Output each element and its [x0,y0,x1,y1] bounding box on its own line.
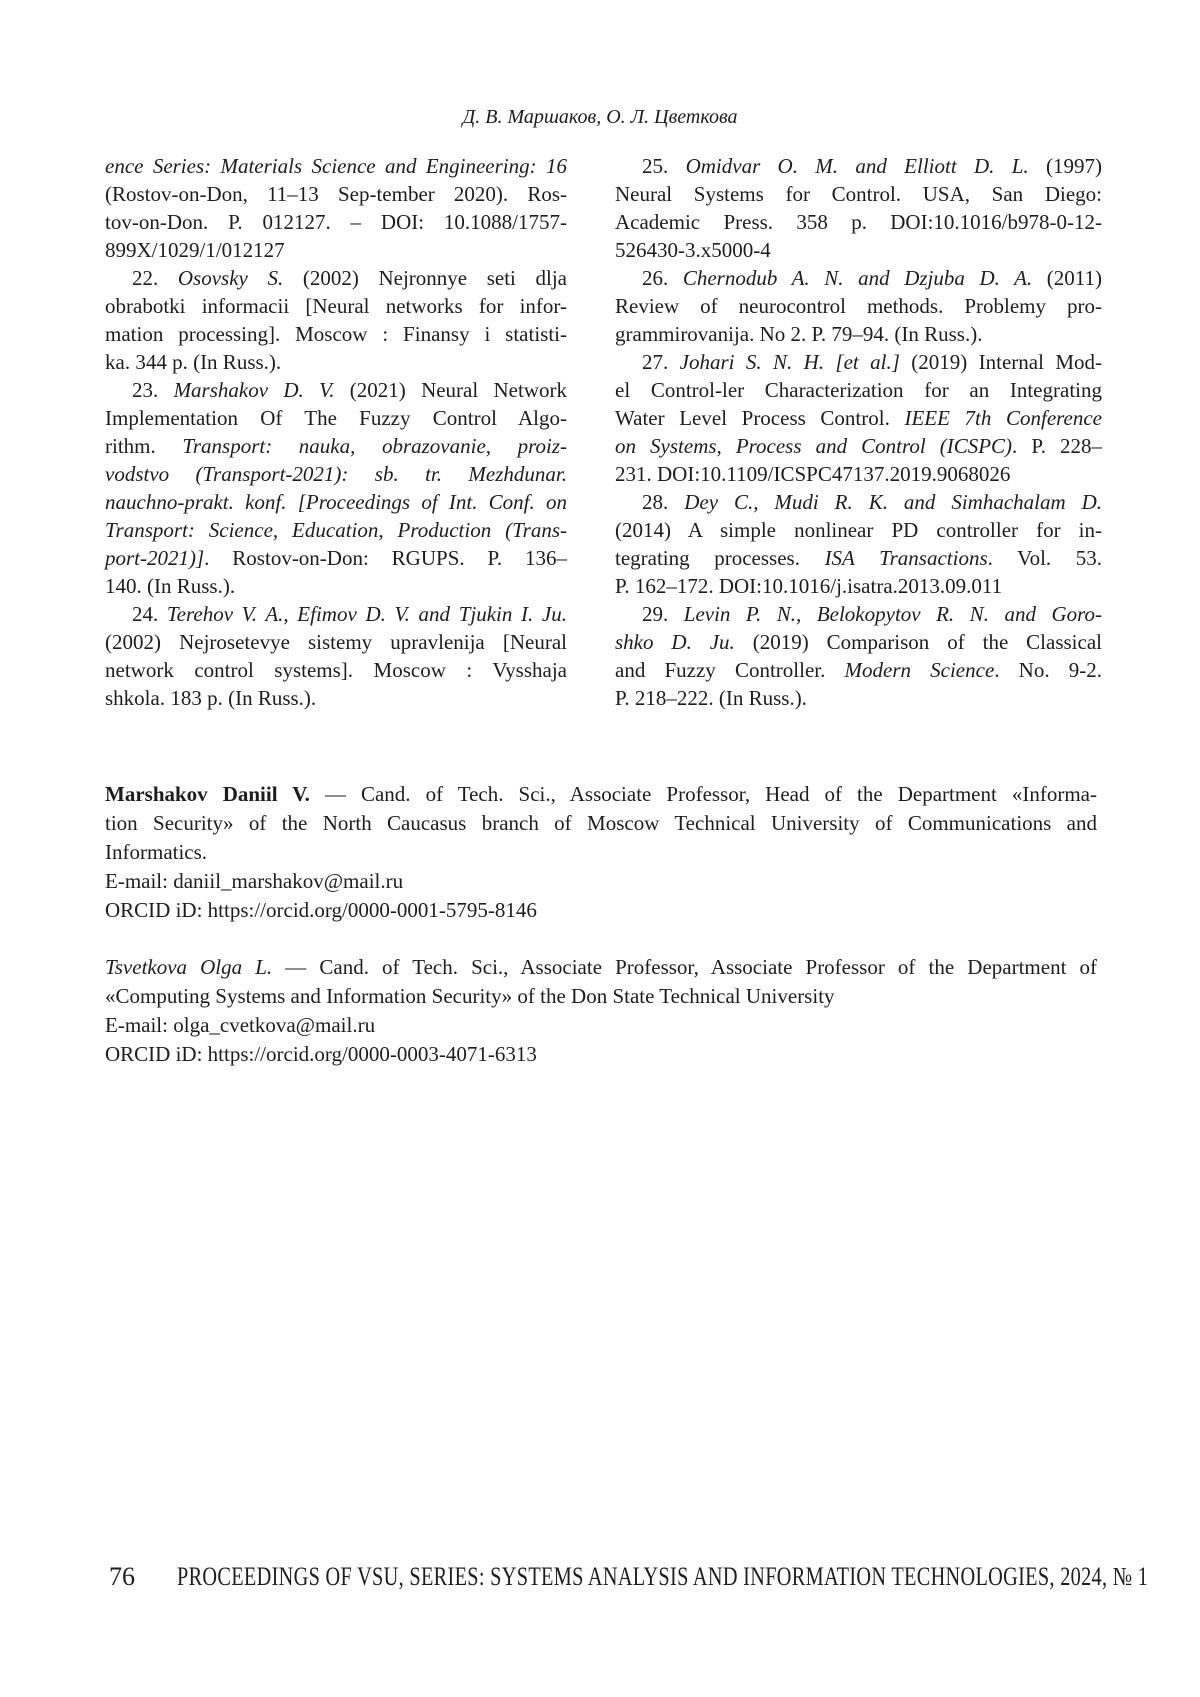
reference-line [615,600,1102,628]
reference-emphasis-text: Modern Science [844,658,995,682]
reference-emphasis-text: ence Series: Materials Science and Engineering: 16 [105,154,567,178]
author-bio-line [105,982,1097,1011]
reference-text: 25. [642,154,686,178]
reference-emphasis-text: port-2021)] [105,546,205,570]
reference-emphasis-text: shko D. Ju. [615,630,735,654]
reference-text: tegrating processes. [615,546,825,570]
reference-text: tov-on-Don. P. 012127. – DOI: 10.1088/1757- [105,210,567,234]
reference-line [105,432,567,460]
footer-journal-title: PROCEEDINGS OF VSU, SERIES: SYSTEMS ANALYSIS AND INFORMATION TECHNOLOGIES, 2024, № 1 [177,1562,1149,1591]
reference-emphasis-text: Transport: nauka, obrazovanie, proiz- [182,434,568,458]
reference-line [105,656,567,684]
reference-text: 23. [132,378,174,402]
reference-line [105,600,567,628]
author-orcid: ORCID iD: https://orcid.org/0000-0001-5795-8146 [105,898,537,922]
reference-line [615,208,1102,236]
reference-text: P. 162–172. DOI:10.1016/j.isatra.2013.09.011 [615,574,1003,598]
reference-line [615,348,1102,376]
reference-text: (2019) Comparison of the Classical [734,630,1102,654]
author-name: Marshakov Daniil V. [105,782,310,806]
author-email: E-mail: daniil_marshakov@mail.ru [105,869,404,893]
references-right-column [615,152,1102,712]
reference-line [615,264,1102,292]
reference-text: 26. [642,266,683,290]
reference-text: (1997) [1028,154,1102,178]
reference-text: 22. [132,266,178,290]
page-footer [105,1562,1149,1594]
reference-line [105,628,567,656]
reference-text: (2002) Nejronnye seti dlja [283,266,567,290]
reference-line [615,488,1102,516]
reference-line [615,544,1102,572]
reference-line [615,404,1102,432]
reference-line [105,516,567,544]
reference-emphasis-text: Transport: Science, Education, Production (Trans- [105,518,567,542]
reference-text: 526430-3.x5000-4 [615,238,771,262]
reference-line [615,460,1102,488]
reference-text: ka. 344 p. (In Russ.). [105,350,282,374]
reference-text: 27. [642,350,680,374]
reference-line [105,572,567,600]
reference-text: network control systems]. Moscow : Vysshaja [105,658,567,682]
reference-line [105,320,567,348]
author-bio-text: tion Security» of the North Caucasus branch of Moscow Technical University of Communications and [105,811,1097,835]
reference-line [105,208,567,236]
reference-text: (Rostov-on-Don, 11–13 Sep-tember 2020). Ros- [105,182,567,206]
reference-text: (2019) Internal Mod- [899,350,1103,374]
reference-line [105,488,567,516]
reference-text: 899X/1029/1/012127 [105,238,285,262]
reference-line [615,572,1102,600]
reference-emphasis-text: Marshakov D. V. [173,378,335,402]
reference-text: rithm. [105,434,183,458]
reference-text: obrabotki informacii [Neural networks for infor- [105,294,567,318]
reference-text: shkola. 183 p. (In Russ.). [105,686,317,710]
reference-emphasis-text: IEEE 7th Conference [904,406,1103,430]
author-bio-line [105,809,1097,838]
reference-emphasis-text: Dey C., Mudi R. K. and Simhachalam D. [684,490,1103,514]
reference-line [615,432,1102,460]
reference-line [615,292,1102,320]
reference-text: Water Level Process Control. [615,406,905,430]
reference-line [105,460,567,488]
reference-text: mation processing]. Moscow : Finansy i statisti- [105,322,567,346]
reference-text: . P. 228– [1012,434,1102,458]
reference-text: . Rostov-on-Don: RGUPS. P. 136– [204,546,567,570]
reference-line [105,404,567,432]
author-bio-block [105,780,1097,925]
reference-text: Academic Press. 358 p. DOI:10.1016/b978-0-12- [615,210,1102,234]
reference-emphasis-text: Terehov V. A., Efimov D. V. and Tjukin I. Ju. [166,602,567,626]
page-number: 76 [109,1562,135,1591]
reference-text: Implementation Of The Fuzzy Control Algo- [105,406,567,430]
author-bio-block [105,953,1097,1069]
running-header: Д. В. Маршаков, О. Л. Цветкова [462,106,738,128]
reference-text: (2011) [1032,266,1102,290]
reference-line [105,264,567,292]
reference-text: el Control-ler Characterization for an Integrating [615,378,1102,402]
reference-line [615,320,1102,348]
author-bio-line [105,838,1097,867]
reference-text: Review of neurocontrol methods. Problemy pro- [615,294,1102,318]
reference-emphasis-text: Johari S. N. H. [et al.] [679,350,900,374]
reference-emphasis-text: Omidvar O. M. and Elliott D. L. [685,154,1029,178]
reference-emphasis-text: vodstvo (Transport-2021): sb. tr. Mezhdunar. [105,462,567,486]
reference-text: Neural Systems for Control. USA, San Diego: [615,182,1102,206]
authors-info-section [105,780,1097,1097]
reference-text: . No. 9-2. [994,658,1102,682]
author-bio-text: — Cand. of Tech. Sci., Associate Professor, Head of the Department «Informa- [309,782,1097,806]
reference-line [105,236,567,264]
reference-line [615,516,1102,544]
reference-emphasis-text: Levin P. N., Belokopytov R. N. and Goro- [683,602,1103,626]
reference-text: grammirovanija. No 2. P. 79–94. (In Russ.). [615,322,983,346]
author-bio-text: — Cand. of Tech. Sci., Associate Professor, Associate Professor of the Department of [272,955,1097,979]
reference-text: 231. DOI:10.1109/ICSPC47137.2019.9068026 [615,462,1011,486]
author-bio-line [105,953,1097,982]
reference-emphasis-text: Chernodub A. N. and Dzjuba D. A. [682,266,1033,290]
reference-line [105,180,567,208]
reference-emphasis-text: on Systems, Process and Control (ICSPC) [615,434,1013,458]
reference-emphasis-text: Osovsky S. [177,266,284,290]
author-bio-text: Informatics. [105,840,208,864]
author-orcid: ORCID iD: https://orcid.org/0000-0003-4071-6313 [105,1042,537,1066]
reference-text: 24. [132,602,167,626]
reference-line [615,152,1102,180]
author-email: E-mail: olga_cvetkova@mail.ru [105,1013,376,1037]
reference-text: . Vol. 53. [987,546,1102,570]
reference-line [615,180,1102,208]
reference-line [615,684,1102,712]
references-left-column [105,152,567,712]
author-bio-line [105,780,1097,809]
reference-text: and Fuzzy Controller. [615,658,845,682]
reference-line [105,152,567,180]
reference-line [615,656,1102,684]
reference-line [105,292,567,320]
reference-line [105,684,567,712]
reference-emphasis-text: nauchno-prakt. konf. [Proceedings of Int. Conf. on [105,490,567,514]
author-name: Tsvetkova Olga L. [105,955,273,979]
reference-text: P. 218–222. (In Russ.). [615,686,807,710]
author-bio-text: «Computing Systems and Information Security» of the Don State Technical University [105,984,835,1008]
reference-line [105,544,567,572]
reference-text: 29. [642,602,684,626]
reference-text: (2002) Nejrosetevye sistemy upravlenija [Neural [105,630,567,654]
references-section [105,152,1102,712]
reference-line [615,628,1102,656]
reference-text: (2014) A simple nonlinear PD controller for in- [615,518,1102,542]
reference-text: 140. (In Russ.). [105,574,236,598]
reference-line [615,236,1102,264]
reference-emphasis-text: ISA Transactions [824,546,988,570]
reference-line [105,376,567,404]
reference-text: (2021) Neural Network [334,378,567,402]
reference-text: 28. [642,490,685,514]
reference-line [615,376,1102,404]
reference-line [105,348,567,376]
